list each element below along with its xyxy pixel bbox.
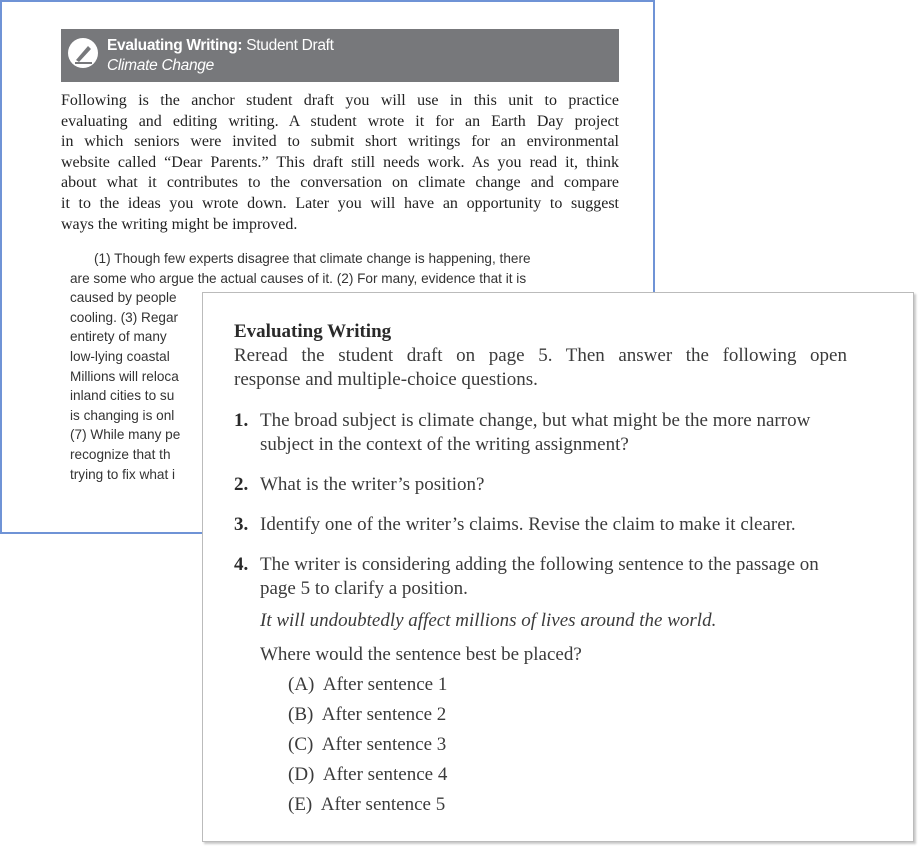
instructions-line: response and multiple-choice questions.: [234, 369, 538, 390]
intro-line: Following is the anchor student draft you will use in this unit to practice: [61, 92, 619, 109]
question-text: The writer is considering adding the following sentence to the passage on: [260, 554, 819, 575]
draft-line: (7) While many pe: [70, 427, 181, 443]
draft-line: caused by people: [70, 290, 177, 306]
draft-line: (1) Though few experts disagree that climate change is happening, there: [94, 251, 531, 266]
intro-line: about what it contributes to the conversation on climate change and compare: [61, 174, 619, 192]
quoted-sentence: It will undoubtedly affect millions of lives around the world.: [260, 610, 717, 631]
intro-line: it to the ideas you wrote down. Later you will have an opportunity to suggest: [61, 194, 619, 212]
question-number: 3.: [234, 514, 249, 535]
header-subtitle: Climate Change: [107, 57, 214, 74]
draft-line: are some who argue the actual causes of it. (2) For many, evidence that it is: [70, 270, 527, 286]
intro-paragraph: [61, 91, 619, 235]
questions-title: Evaluating Writing: [234, 321, 392, 342]
question-text: The broad subject is climate change, but what might be the more narrow: [260, 410, 811, 431]
questions-page: [202, 292, 914, 842]
header-title: Evaluating Writing: Student Draft: [107, 37, 334, 54]
answer-option-d[interactable]: (D) After sentence 4: [288, 764, 448, 785]
draft-line: recognize that th: [70, 446, 171, 462]
question-text: page 5 to clarify a position.: [260, 578, 468, 599]
intro-line: ways the writing might be improved.: [61, 215, 298, 233]
draft-line: entirety of many: [70, 329, 167, 345]
pencil-circle-icon: [68, 38, 98, 68]
draft-line: cooling. (3) Regar: [70, 309, 179, 325]
question-number: 4.: [234, 554, 249, 575]
answer-option-a[interactable]: (A) After sentence 1: [288, 674, 448, 695]
question-number: 1.: [234, 410, 249, 431]
answer-option-c[interactable]: (C) After sentence 3: [288, 734, 447, 755]
question-prompt: Where would the sentence best be placed?: [260, 644, 582, 665]
intro-line: evaluating and editing writing. A student wrote it for an Earth Day project: [61, 112, 619, 130]
intro-line: in which seniors were invited to submit short writings for an environmental: [61, 133, 619, 151]
question-number: 2.: [234, 474, 249, 495]
draft-line: Millions will reloca: [70, 368, 179, 384]
draft-line: trying to fix what i: [70, 466, 176, 482]
draft-line: inland cities to su: [70, 388, 175, 404]
question-text: subject in the context of the writing assignment?: [260, 434, 629, 455]
instructions-line: Reread the student draft on page 5. Then answer the following open: [234, 345, 847, 366]
draft-line: low-lying coastal: [70, 348, 170, 364]
section-header: [61, 29, 619, 82]
question-text: Identify one of the writer’s claims. Revise the claim to make it clearer.: [260, 514, 796, 535]
answer-option-e[interactable]: (E) After sentence 5: [288, 794, 446, 815]
answer-option-b[interactable]: (B) After sentence 2: [288, 704, 447, 725]
intro-line: website called “Dear Parents.” This draft still needs work. As you read it, think: [61, 153, 619, 171]
question-text: What is the writer’s position?: [260, 474, 485, 495]
draft-line: is changing is onl: [70, 407, 175, 423]
